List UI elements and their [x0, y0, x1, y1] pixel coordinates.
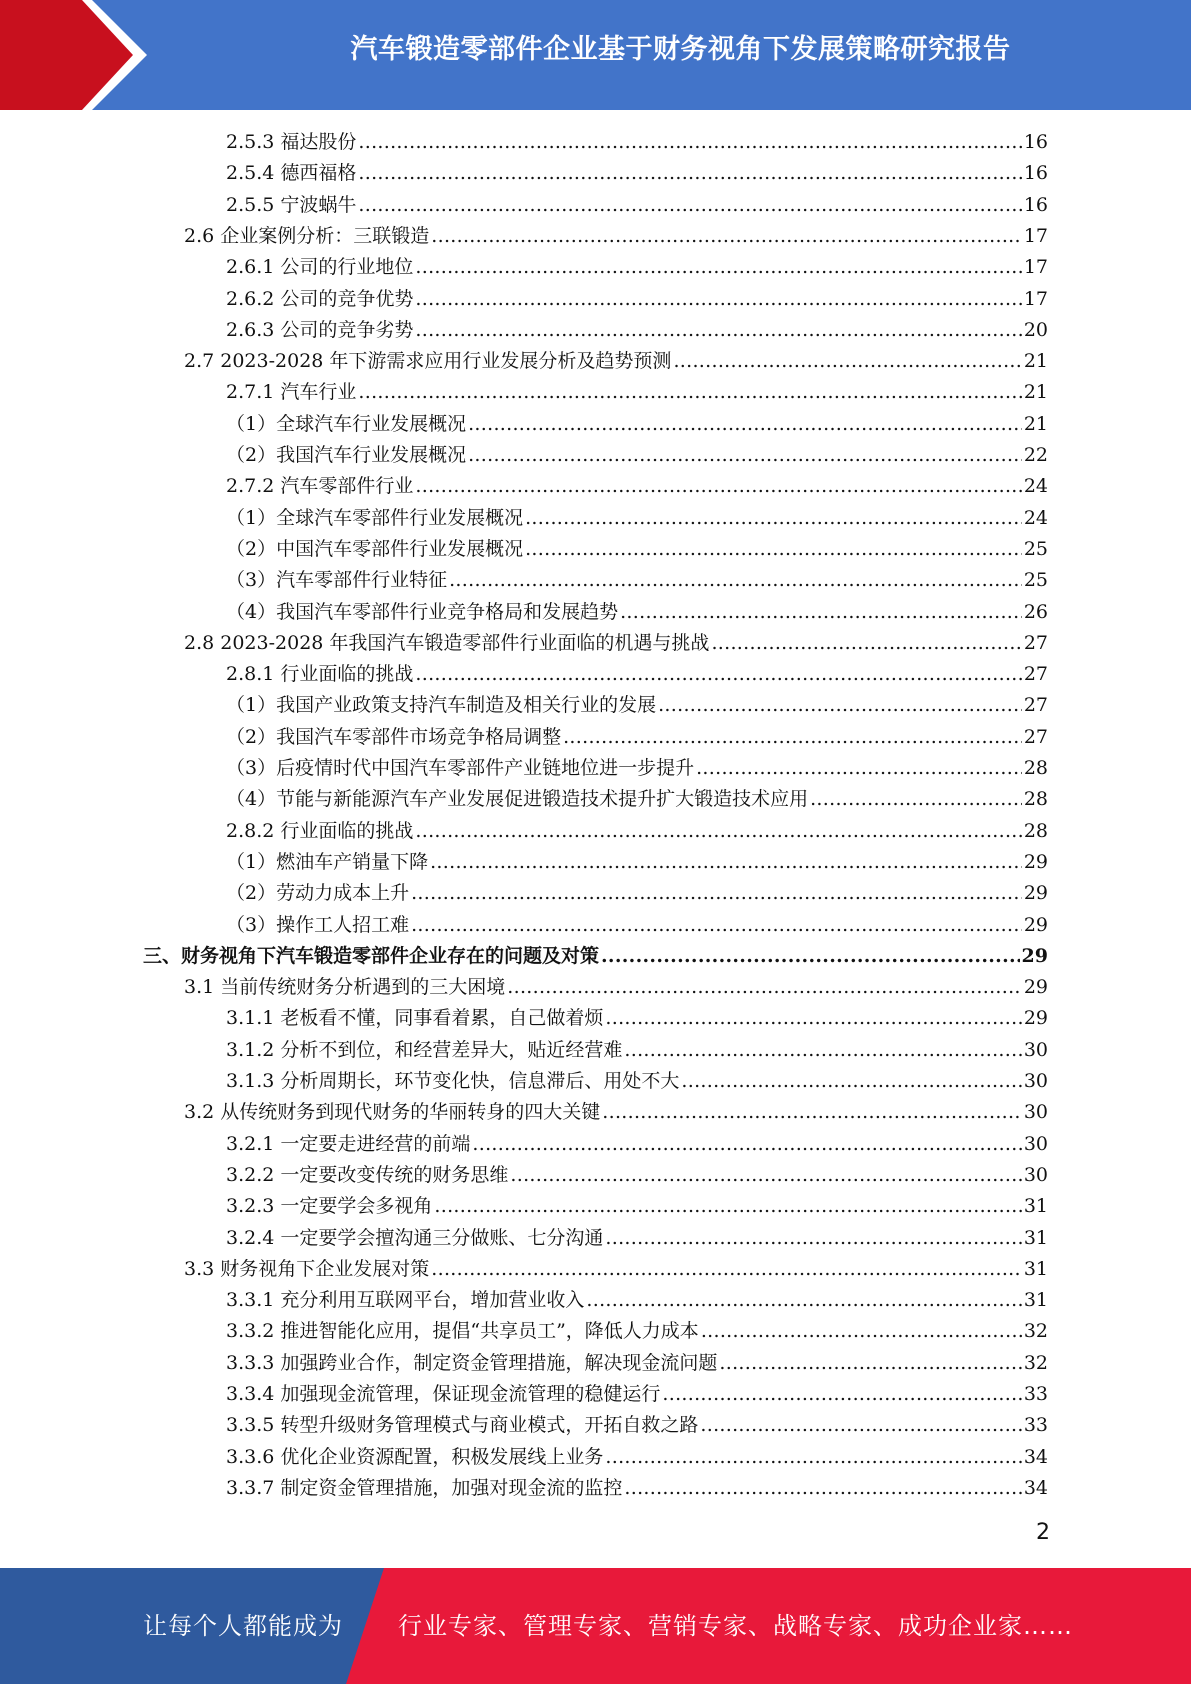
- toc-entry-title: 2.7.2 汽车零部件行业: [226, 475, 414, 498]
- toc-entry-title: 2.5.3 福达股份: [226, 131, 357, 153]
- toc-entry[interactable]: [226, 1191, 1048, 1222]
- toc-entry-page: 25: [1023, 537, 1048, 560]
- toc-entry[interactable]: [226, 784, 1048, 815]
- toc-entry-title: （4）节能与新能源汽车产业发展促进锻造技术提升扩大锻造技术应用: [226, 788, 809, 811]
- toc-entry-title: （2）劳动力成本上升: [226, 882, 410, 905]
- toc-leader-dots: [711, 628, 1021, 659]
- toc-entry-page: 27: [1023, 725, 1048, 748]
- toc-entry-title: 3.3.3 加强跨业合作，制定资金管理措施，解决现金流问题: [226, 1351, 718, 1374]
- toc-entry-title: 3.3.1 充分利用互联网平台，增加营业收入: [226, 1289, 585, 1312]
- toc-entry[interactable]: [226, 1003, 1048, 1034]
- toc-leader-dots: [602, 1097, 1022, 1128]
- toc-leader-dots: [358, 127, 1021, 158]
- toc-entry[interactable]: [226, 503, 1048, 534]
- toc-entry-page: 32: [1023, 1351, 1048, 1374]
- toc-entry-title: （2）中国汽车零部件行业发展概况: [226, 537, 524, 560]
- toc-entry[interactable]: [184, 972, 1048, 1003]
- toc-entry-page: 31: [1023, 1289, 1048, 1312]
- toc-entry-title: 2.8.1 行业面临的挑战: [226, 663, 414, 686]
- toc-entry-page: 29: [1023, 976, 1048, 999]
- toc-entry-page: 21: [1023, 412, 1048, 435]
- page-number: 2: [1036, 1520, 1050, 1545]
- toc-leader-dots: [605, 1442, 1021, 1473]
- toc-entry-title: （1）全球汽车行业发展概况: [226, 412, 467, 435]
- toc-leader-dots: [415, 659, 1021, 690]
- toc-entry-title: 2.6.2 公司的竞争优势: [226, 287, 414, 310]
- toc-entry-page: 30: [1023, 1038, 1048, 1061]
- toc-entry-title: 3.2 从传统财务到现代财务的华丽转身的四大关键: [184, 1101, 601, 1124]
- toc-entry-title: 2.8.2 行业面临的挑战: [226, 819, 414, 842]
- toc-entry[interactable]: [143, 941, 1048, 972]
- toc-entry[interactable]: [226, 690, 1048, 721]
- toc-leader-dots: [358, 158, 1021, 189]
- toc-entry[interactable]: [184, 1254, 1048, 1285]
- toc-entry[interactable]: [226, 565, 1048, 596]
- toc-entry-page: 28: [1023, 819, 1048, 842]
- toc-entry-page: 34: [1023, 1445, 1048, 1468]
- report-title: 汽车锻造零部件企业基于财务视角下发展策略研究报告: [350, 34, 1011, 65]
- toc-entry-title: （4）我国汽车零部件行业竞争格局和发展趋势: [226, 600, 619, 623]
- toc-entry[interactable]: [184, 221, 1048, 252]
- toc-entry-title: 2.5.5 宁波蜗牛: [226, 193, 357, 216]
- toc-entry-page: 24: [1023, 475, 1048, 498]
- toc-entry-title: 3.3.2 推进智能化应用，提倡“共享员工”，降低人力成本: [226, 1320, 699, 1343]
- toc-entry[interactable]: [226, 1348, 1048, 1379]
- toc-entry[interactable]: [226, 1316, 1048, 1347]
- toc-entry-title: 3.3.6 优化企业资源配置，积极发展线上业务: [226, 1445, 604, 1468]
- toc-entry-title: 2.6.3 公司的竞争劣势: [226, 318, 414, 341]
- toc-entry-title: 3.3.7 制定资金管理措施，加强对现金流的监控: [226, 1476, 623, 1499]
- toc-leader-dots: [605, 1223, 1021, 1254]
- toc-entry[interactable]: [184, 1097, 1048, 1128]
- toc-entry-title: 3.3.5 转型升级财务管理模式与商业模式，开拓自救之路: [226, 1414, 699, 1437]
- toc-leader-dots: [719, 1348, 1021, 1379]
- toc-entry-title: 3.1.1 老板看不懂，同事看着累，自己做着烦: [226, 1007, 604, 1030]
- toc-entry[interactable]: [226, 1379, 1048, 1410]
- toc-leader-dots: [605, 1003, 1021, 1034]
- toc-leader-dots: [415, 816, 1021, 847]
- toc-entry[interactable]: [226, 471, 1048, 502]
- toc-entry-page: 17: [1023, 256, 1048, 279]
- toc-entry-title: （1）燃油车产销量下降: [226, 850, 429, 873]
- toc-leader-dots: [468, 409, 1022, 440]
- toc-leader-dots: [624, 1473, 1021, 1504]
- toc-entry[interactable]: [226, 190, 1048, 221]
- toc-leader-dots: [662, 1379, 1021, 1410]
- toc-leader-dots: [468, 440, 1022, 471]
- toc-entry-page: 16: [1023, 193, 1048, 216]
- toc-entry-title: 3.1.3 分析周期长，环节变化快，信息滞后、用处不大: [226, 1070, 680, 1092]
- toc-entry-page: 21: [1023, 381, 1048, 404]
- toc-entry[interactable]: [226, 1442, 1048, 1473]
- toc-entry[interactable]: [226, 534, 1048, 565]
- toc-entry-page: 29: [1023, 882, 1048, 905]
- toc-entry-page: 17: [1023, 287, 1048, 310]
- toc-leader-dots: [681, 1066, 1021, 1097]
- toc-entry-page: 29: [1021, 944, 1048, 967]
- page-footer: [0, 1568, 1191, 1684]
- toc-leader-dots: [472, 1129, 1021, 1160]
- toc-leader-dots: [430, 847, 1022, 878]
- toc-entry[interactable]: [226, 878, 1048, 909]
- toc-entry-page: 28: [1023, 788, 1048, 811]
- toc-entry[interactable]: [226, 659, 1048, 690]
- toc-leader-dots: [586, 1285, 1021, 1316]
- toc-leader-dots: [434, 1191, 1021, 1222]
- toc-entry[interactable]: [226, 847, 1048, 878]
- toc-entry-title: 3.1.2 分析不到位，和经营差异大，贴近经营难: [226, 1038, 623, 1061]
- toc-entry-page: 24: [1023, 506, 1048, 529]
- toc-leader-dots: [415, 252, 1021, 283]
- toc-leader-dots: [810, 784, 1022, 815]
- toc-entry-title: 3.2.2 一定要改变传统的财务思维: [226, 1163, 509, 1186]
- toc-entry-page: 31: [1023, 1195, 1048, 1218]
- toc-entry[interactable]: [184, 628, 1048, 659]
- toc-leader-dots: [701, 1316, 1022, 1347]
- toc-leader-dots: [525, 534, 1022, 565]
- toc-entry[interactable]: [226, 409, 1048, 440]
- toc-entry-title: （3）操作工人招工难: [226, 913, 410, 936]
- toc-entry-title: （3）后疫情时代中国汽车零部件产业链地位进一步提升: [226, 757, 695, 779]
- toc-leader-dots: [700, 1410, 1021, 1441]
- toc-leader-dots: [624, 1035, 1021, 1066]
- toc-leader-dots: [658, 690, 1022, 721]
- toc-entry[interactable]: [226, 1129, 1048, 1160]
- toc-entry-title: （2）我国汽车行业发展概况: [226, 444, 467, 466]
- toc-entry[interactable]: [226, 1223, 1048, 1254]
- toc-entry[interactable]: [226, 377, 1048, 408]
- toc-entry[interactable]: [226, 1160, 1048, 1191]
- toc-leader-dots: [415, 315, 1021, 346]
- toc-leader-dots: [620, 597, 1022, 628]
- toc-entry[interactable]: [226, 315, 1048, 346]
- toc-entry-title: （1）全球汽车零部件行业发展概况: [226, 506, 524, 529]
- toc-entry-page: 22: [1023, 444, 1048, 466]
- toc-entry-page: 33: [1023, 1414, 1048, 1437]
- toc-leader-dots: [411, 910, 1022, 941]
- toc-entry-page: 31: [1023, 1226, 1048, 1249]
- toc-entry-title: 3.2.1 一定要走进经营的前端: [226, 1132, 471, 1155]
- toc-entry-title: 2.6 企业案例分析：三联锻造: [184, 224, 430, 247]
- toc-entry[interactable]: [226, 722, 1048, 753]
- toc-leader-dots: [358, 190, 1021, 221]
- toc-entry-page: 32: [1023, 1320, 1048, 1343]
- toc-entry-page: 34: [1023, 1476, 1048, 1499]
- toc-entry[interactable]: [226, 440, 1048, 471]
- toc-entry-page: 33: [1023, 1383, 1048, 1405]
- toc-leader-dots: [507, 972, 1022, 1003]
- toc-entry[interactable]: [226, 597, 1048, 628]
- toc-leader-dots: [673, 346, 1021, 377]
- toc-entry[interactable]: [226, 910, 1048, 941]
- toc-entry-title: 3.1 当前传统财务分析遇到的三大困境: [184, 976, 506, 999]
- toc-entry-title: 3.2.4 一定要学会擅沟通三分做账、七分沟通: [226, 1226, 604, 1249]
- page-header: [0, 0, 1191, 110]
- toc-leader-dots: [510, 1160, 1021, 1191]
- toc-entry-title: 3.3 财务视角下企业发展对策: [184, 1257, 430, 1280]
- toc-leader-dots: [601, 941, 1020, 972]
- toc-entry[interactable]: [226, 1473, 1048, 1504]
- toc-entry-title: 2.7.1 汽车行业: [226, 381, 357, 404]
- toc-entry[interactable]: [184, 346, 1048, 377]
- toc-entry[interactable]: [226, 1285, 1048, 1316]
- toc-leader-dots: [415, 284, 1021, 315]
- toc-entry-title: 3.2.3 一定要学会多视角: [226, 1195, 433, 1218]
- toc-entry[interactable]: [226, 1410, 1048, 1441]
- toc-entry-page: 25: [1023, 569, 1048, 592]
- toc-entry-title: 三、财务视角下汽车锻造零部件企业存在的问题及对策: [143, 944, 600, 967]
- toc-entry-title: 2.6.1 公司的行业地位: [226, 256, 414, 279]
- toc-entry[interactable]: [226, 1035, 1048, 1066]
- toc-entry-page: 27: [1023, 663, 1048, 686]
- toc-leader-dots: [431, 1254, 1022, 1285]
- toc-entry-page: 16: [1023, 162, 1048, 185]
- toc-entry-page: 29: [1023, 913, 1048, 936]
- toc-entry-page: 30: [1023, 1163, 1048, 1186]
- toc-entry-title: （3）汽车零部件行业特征: [226, 569, 448, 592]
- toc-entry-title: （2）我国汽车零部件市场竞争格局调整: [226, 725, 562, 748]
- toc-leader-dots: [696, 753, 1022, 784]
- toc-entry-page: 30: [1023, 1070, 1048, 1092]
- toc-entry-page: 17: [1023, 224, 1048, 247]
- toc-entry-page: 21: [1023, 350, 1048, 373]
- toc-entry[interactable]: [226, 1066, 1048, 1097]
- toc-entry-title: （1）我国产业政策支持汽车制造及相关行业的发展: [226, 694, 657, 717]
- toc-entry-page: 31: [1023, 1257, 1048, 1280]
- toc-entry-page: 26: [1023, 600, 1048, 623]
- toc-entry-title: 3.3.4 加强现金流管理，保证现金流管理的稳健运行: [226, 1383, 661, 1405]
- toc-entry-page: 29: [1023, 1007, 1048, 1030]
- toc-leader-dots: [449, 565, 1022, 596]
- toc-entry-title: 2.8 2023-2028 年我国汽车锻造零部件行业面临的机遇与挑战: [184, 631, 710, 654]
- toc-entry-page: 27: [1023, 694, 1048, 717]
- toc-entry-page: 30: [1023, 1132, 1048, 1155]
- toc-entry[interactable]: [226, 158, 1048, 189]
- toc-entry-page: 29: [1023, 850, 1048, 873]
- toc-entry-page: 20: [1023, 318, 1048, 341]
- toc-leader-dots: [411, 878, 1022, 909]
- toc-entry[interactable]: [226, 127, 1048, 158]
- footer-slogan-right: 行业专家、管理专家、营销专家、战略专家、成功企业家……: [398, 1612, 1073, 1640]
- footer-slogan-left: 让每个人都能成为: [143, 1612, 343, 1640]
- toc-leader-dots: [415, 471, 1021, 502]
- toc-leader-dots: [431, 221, 1022, 252]
- toc-entry-page: 30: [1023, 1101, 1048, 1124]
- toc-leader-dots: [563, 722, 1022, 753]
- toc-entry[interactable]: [226, 284, 1048, 315]
- toc-entry-title: 2.7 2023-2028 年下游需求应用行业发展分析及趋势预测: [184, 350, 672, 373]
- toc-entry[interactable]: [226, 753, 1048, 784]
- toc-leader-dots: [358, 377, 1021, 408]
- toc-entry[interactable]: [226, 816, 1048, 847]
- toc-leader-dots: [525, 503, 1022, 534]
- toc-entry-title: 2.5.4 德西福格: [226, 162, 357, 185]
- toc-entry[interactable]: [226, 252, 1048, 283]
- toc-entry-page: 27: [1023, 631, 1048, 654]
- toc-entry-page: 28: [1023, 757, 1048, 779]
- toc-entry-page: 16: [1023, 131, 1048, 153]
